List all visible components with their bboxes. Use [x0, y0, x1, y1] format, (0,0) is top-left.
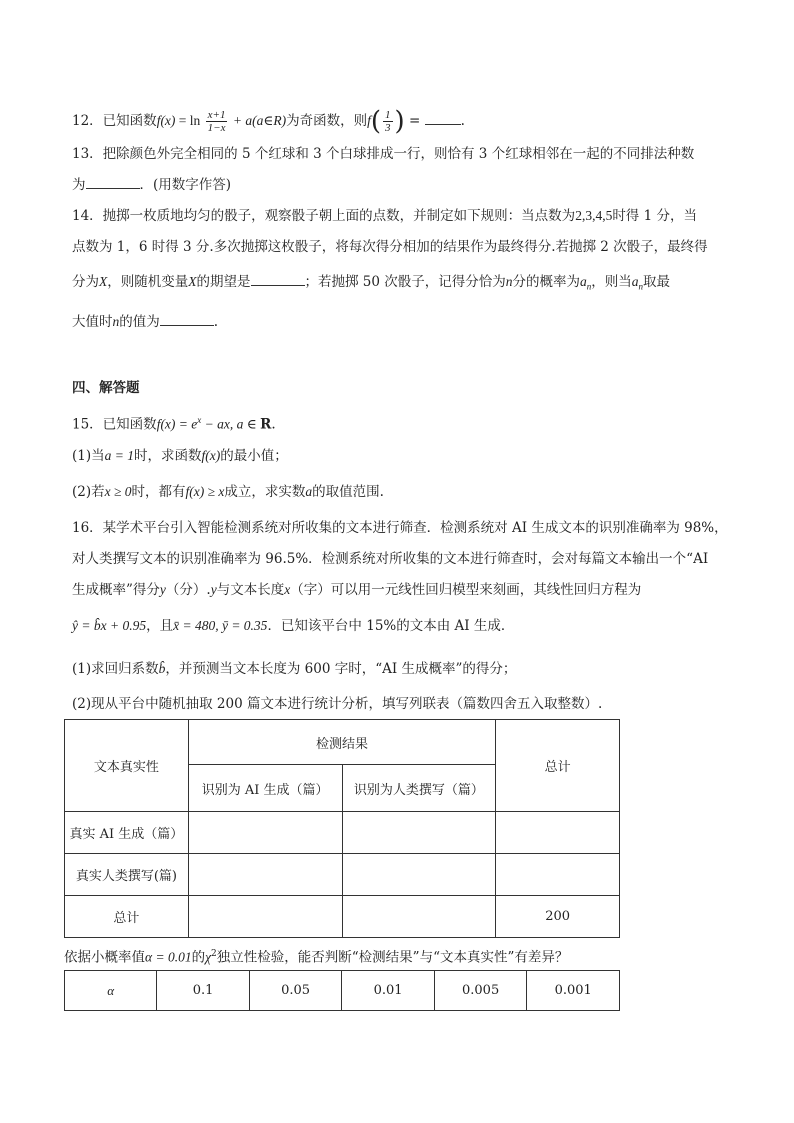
q16-l3-b: （分）.	[165, 582, 211, 598]
q15-l1-c: − ax, a ∈	[201, 416, 261, 432]
q16-after-a: 依据小概率值	[64, 949, 145, 966]
cell-r2-c1[interactable]	[188, 854, 342, 896]
q16-l3-d: （字）可以用一元线性回归模型来刻画，其线性回归方程为	[290, 582, 642, 598]
cell-r2-c2[interactable]	[342, 854, 496, 896]
q14-points: 2,3,4,5	[575, 208, 613, 223]
cell-r1-total[interactable]	[496, 812, 620, 854]
q14-line1	[72, 206, 697, 226]
alpha-value: 0.005	[434, 971, 527, 1011]
q15-p2-g: 的取值范围.	[312, 484, 384, 500]
q16-regression-eq: ŷ = b̂x + 0.95	[72, 618, 147, 633]
q16-var-y: y	[159, 582, 166, 597]
cell-r1-c1[interactable]	[188, 812, 342, 854]
q16-l4-d: ．已知该平台中 15%的文本由 AI 生成．	[267, 618, 515, 634]
q16-l4-b: ，且	[146, 618, 174, 634]
q14-line1-end: 时得 1 分，当	[612, 208, 697, 224]
q14-var-n: n	[505, 274, 513, 289]
q12-text: 为奇函数，则	[286, 113, 368, 129]
q12-frac-num: x+1	[207, 109, 226, 121]
q12-eq: = ln	[175, 113, 204, 128]
alpha-value: 0.1	[157, 971, 249, 1011]
q13-line1: 13．把除颜色外完全相同的 5 个红球和 3 个白球排成一行，则恰有 3 个红球相邻在一起的不同排法种数	[72, 146, 695, 162]
q14-l4-b: 的值为	[119, 314, 160, 330]
q13-line2	[72, 174, 231, 195]
q14-expectation-blank[interactable]	[251, 271, 305, 286]
q15-p1-e: 的最小值；	[220, 448, 288, 464]
alpha-value: 0.001	[527, 971, 620, 1011]
q16-p1-a: (1)求回归系数	[72, 661, 159, 677]
q16-chi-sup: 2	[211, 949, 217, 959]
q14-l3-e: 分的概率为	[512, 274, 581, 290]
q14-line3	[72, 271, 670, 297]
q14-sub-n: n	[586, 281, 592, 292]
q14-l3-a: 分为	[72, 274, 99, 290]
q15-p2-f: a	[305, 484, 313, 499]
q16-p1-b: ，并预测当文本长度为 600 字时，“AI 生成概率”的得分；	[165, 661, 517, 677]
q15-func: f(x) = e	[156, 416, 198, 432]
q14-var-a: a	[580, 274, 587, 289]
row-real-ai: 真实 AI 生成（篇）	[65, 812, 189, 854]
alpha-value: 0.05	[249, 971, 342, 1011]
q15-line1	[72, 410, 276, 435]
q14-l4-c: .	[213, 314, 219, 330]
q14-var-x2: X	[188, 274, 197, 289]
cell-r1-c2[interactable]	[342, 812, 496, 854]
cell-r2-total[interactable]	[496, 854, 620, 896]
q14-l4-a: 大值时	[72, 314, 113, 330]
q15-part1	[72, 446, 288, 466]
q16-line2: 对人类撰写文本的识别准确率为 96.5%．检测系统对所收集的文本进行筛查时，会对每篇文本输出一个“AI	[72, 551, 709, 567]
q12-f: f	[367, 113, 371, 128]
row-total: 总计	[65, 896, 189, 938]
q16-l3-a: 生成概率”得分	[72, 582, 160, 598]
header-human: 识别为人类撰写（篇）	[342, 765, 496, 812]
q16-chi: χ	[205, 949, 212, 965]
q13-answer-blank[interactable]	[86, 174, 140, 189]
q16-l3-c: 与文本长度	[216, 582, 285, 598]
q12-arg-fraction	[383, 109, 393, 134]
q12-line: 12．已知函数f(x) = ln $\frac{x+1}{1-x}$ + a(a∈R)为奇函数，则f( $\frac{1}{3}$ ) = .	[72, 106, 465, 137]
q15-p1-a: (1)当	[72, 448, 105, 464]
q12-fraction	[206, 109, 228, 134]
header-detect: 检测结果	[188, 720, 495, 765]
q15-p2-a: (2)若	[72, 484, 105, 500]
section-title: 四、解答题	[72, 380, 140, 396]
cell-total-c1[interactable]	[188, 896, 342, 938]
q14-var-x: X	[99, 274, 108, 289]
q12-answer-blank[interactable]	[425, 110, 461, 125]
q15-p2-b: x ≥ 0	[104, 484, 132, 499]
q14-l3-b: ，则随机变量	[107, 274, 189, 290]
q15-p1-b: a = 1	[104, 448, 134, 463]
q16-after-d: 独立性检验，能否判断“检测结果”与“文本真实性”有差异？	[216, 949, 569, 966]
contingency-table	[64, 719, 620, 938]
q16-var-y2: y	[210, 582, 217, 597]
q12-end: .	[460, 113, 465, 129]
q15-sup-x: x	[197, 415, 202, 425]
q15-real-set: R	[260, 416, 272, 433]
header-total: 总计	[496, 720, 620, 812]
q13-line2-suffix: ．(用数字作答)	[139, 177, 232, 193]
q14-line1-text: 14．抛掷一枚质地均匀的骰子，观察骰子朝上面的点数，并制定如下规则：当点数为	[72, 208, 576, 224]
q14-l3-d: ；若抛掷 50 次骰子，记得分恰为	[304, 274, 506, 290]
q16-line1: 16．某学术平台引入智能检测系统对所收集的文本进行筛查．检测系统对 AI 生成文本的识别准确率为 98%，	[72, 520, 728, 536]
q14-l3-f: ，则当	[591, 274, 632, 290]
q15-p2-e: 成立，求实数	[224, 484, 306, 500]
q14-var-n2: n	[112, 314, 120, 329]
q16-line3	[72, 580, 641, 600]
q15-l1-a: 15．已知函数	[72, 416, 157, 433]
q16-b-hat: b̂	[158, 661, 166, 676]
q12-fx: f(x)	[156, 113, 176, 128]
row-real-human: 真实人类撰写(篇)	[65, 854, 189, 896]
q16-part1	[72, 659, 516, 679]
q14-l3-g: 取最	[643, 274, 671, 290]
q15-p2-c: 时，都有	[131, 484, 186, 500]
q12-eq2: =	[404, 113, 425, 129]
alpha-label: α	[65, 971, 157, 1011]
q12-frac-den: 1−x	[207, 122, 226, 134]
q15-p1-c: 时，求函数	[134, 448, 202, 464]
q12-arg-num: 1	[385, 109, 391, 121]
q16-part2: (2)现从平台中随机抽取 200 篇文本进行统计分析，填写列联表（篇数四舍五入取整数）.	[72, 696, 603, 712]
q15-p1-d: f(x)	[201, 448, 221, 463]
q12-arg-den: 3	[385, 122, 391, 134]
q14-sub-n2: n	[638, 281, 644, 292]
q16-line4	[72, 616, 514, 636]
q16-var-x: x	[284, 582, 291, 597]
q12-number: 12．已知函数	[72, 113, 157, 129]
q16-test-question	[64, 944, 568, 968]
header-truth: 文本真实性	[65, 720, 189, 812]
q15-part2	[72, 482, 384, 502]
cell-total-c2[interactable]	[342, 896, 496, 938]
q16-after-c: 的	[191, 949, 206, 966]
q16-alpha-value: α = 0.01	[145, 949, 192, 965]
q14-l3-c: 的期望是	[196, 274, 251, 290]
q15-p2-d: f(x) ≥ x	[185, 484, 225, 499]
q14-line2: 点数为 1，6 时得 3 分.多次抛掷这枚骰子，将每次得分相加的结果作为最终得分.若抛掷 2 次骰子，最终得	[72, 239, 708, 255]
q14-var-a2: a	[631, 274, 639, 289]
q15-l1-d: .	[271, 416, 276, 433]
q12-plus: + a(a∈R)	[229, 113, 287, 128]
q13-line2-prefix: 为	[72, 177, 86, 193]
q14-n-blank[interactable]	[160, 311, 214, 326]
alpha-table	[64, 970, 620, 1011]
alpha-value: 0.01	[342, 971, 435, 1011]
q16-means: x̄ = 480, ȳ = 0.35	[173, 618, 268, 633]
cell-grand-total: 200	[496, 896, 620, 938]
header-ai: 识别为 AI 生成（篇）	[188, 765, 342, 812]
q14-line4	[72, 311, 218, 332]
